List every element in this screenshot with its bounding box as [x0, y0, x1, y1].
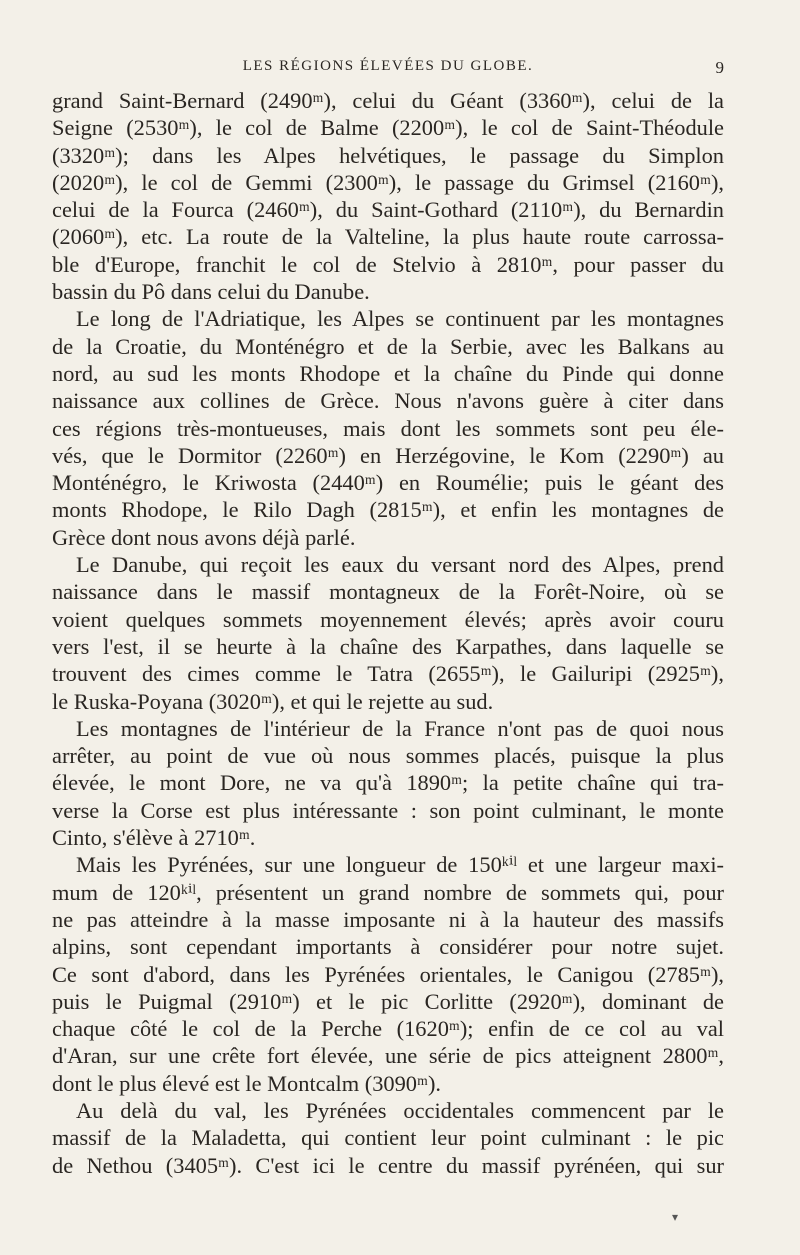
text-line: massif de la Maladetta, qui contient leur point culminant : le pic: [52, 1125, 724, 1151]
text-line: mum de 120ᵏⁱˡ, présentent un grand nombre de sommets qui, pour: [52, 879, 724, 905]
text-line: ces régions très-montueuses, mais dont les sommets sont peu éle-: [52, 415, 724, 441]
text-line: le Ruska-Poyana (3020ᵐ), et qui le rejette au sud.: [52, 688, 494, 714]
text-line: arrêter, au point de vue où nous sommes placés, puisque la plus: [52, 743, 724, 769]
text-line: grand Saint-Bernard (2490ᵐ), celui du Géant (3360ᵐ), celui de la: [52, 88, 724, 113]
text-line: celui de la Fourca (2460ᵐ), du Saint-Gothard (2110ᵐ), du Bernardin: [52, 197, 724, 223]
text-line: voient quelques sommets moyennement élevés; après avoir couru: [52, 606, 724, 632]
text-line: naissance dans le massif montagneux de la Forêt-Noire, où se: [52, 579, 724, 605]
text-line: Cinto, s'élève à 2710ᵐ.: [52, 825, 256, 851]
text-line: chaque côté le col de la Perche (1620ᵐ); enfin de ce col au val: [52, 1016, 724, 1042]
text-line: (2020ᵐ), le col de Gemmi (2300ᵐ), le passage du Grimsel (2160ᵐ),: [52, 169, 724, 195]
text-line: trouvent des cimes comme le Tatra (2655ᵐ), le Gailuripi (2925ᵐ),: [52, 661, 724, 687]
text-line: Le long de l'Adriatique, les Alpes se continuent par les montagnes: [76, 306, 724, 332]
text-line: bassin du Pô dans celui du Danube.: [52, 279, 370, 305]
text-line: naissance aux collines de Grèce. Nous n'avons guère à citer dans: [52, 388, 724, 414]
text-line: ble d'Europe, franchit le col de Stelvio à 2810ᵐ, pour passer du: [52, 251, 724, 277]
text-line: ne pas atteindre à la masse imposante ni à la hauteur des massifs: [52, 906, 724, 932]
text-line: Grèce dont nous avons déjà parlé.: [52, 524, 356, 550]
text-line: Au delà du val, les Pyrénées occidentales commencent par le: [76, 1097, 724, 1123]
text-line: monts Rhodope, le Rilo Dagh (2815ᵐ), et enfin les montagnes de: [52, 497, 724, 523]
text-line: Mais les Pyrénées, sur une longueur de 150ᵏⁱˡ et une largeur maxi-: [76, 852, 724, 878]
text-line: verse la Corse est plus intéressante : son point culminant, le monte: [52, 797, 724, 823]
page-number: 9: [715, 58, 724, 77]
text-line: Le Danube, qui reçoit les eaux du versant nord des Alpes, prend: [76, 552, 724, 578]
page-header: [52, 58, 724, 82]
body-text: [52, 87, 724, 1179]
text-line: dont le plus élevé est le Montcalm (3090ᵐ).: [52, 1070, 442, 1096]
text-line: nord, au sud les monts Rhodope et la chaîne du Pinde qui donne: [52, 360, 724, 386]
text-line: (3320ᵐ); dans les Alpes helvétiques, le passage du Simplon: [52, 142, 724, 168]
text-line: de la Croatie, du Monténégro et de la Serbie, avec les Balkans au: [52, 333, 724, 359]
text-line: d'Aran, sur une crête fort élevée, une série de pics atteignent 2800ᵐ,: [52, 1043, 724, 1069]
text-line: élevée, le mont Dore, ne va qu'à 1890ᵐ; la petite chaîne qui tra-: [52, 770, 724, 796]
text-line: puis le Puigmal (2910ᵐ) et le pic Corlitte (2920ᵐ), dominant de: [52, 988, 724, 1014]
text-line: Seigne (2530ᵐ), le col de Balme (2200ᵐ), le col de Saint-Théodule: [52, 115, 724, 141]
text-line: vés, que le Dormitor (2260ᵐ) en Herzégovine, le Kom (2290ᵐ) au: [52, 442, 724, 468]
text-line: Ce sont d'abord, dans les Pyrénées orientales, le Canigou (2785ᵐ),: [52, 961, 724, 987]
text-line: de Nethou (3405ᵐ). C'est ici le centre du massif pyrénéen, qui sur: [52, 1152, 724, 1178]
text-line: alpins, sont cependant importants à considérer pour notre sujet.: [52, 934, 724, 960]
text-line: Les montagnes de l'intérieur de la France n'ont pas de quoi nous: [76, 715, 724, 741]
text-line: Monténégro, le Kriwosta (2440ᵐ) en Roumélie; puis le géant des: [52, 470, 724, 496]
printer-mark: ▾: [672, 1210, 679, 1224]
running-title: LES RÉGIONS ÉLEVÉES DU GLOBE.: [242, 58, 534, 74]
text-line: (2060ᵐ), etc. La route de la Valteline, la plus haute route carrossa-: [52, 224, 724, 250]
text-line: vers l'est, il se heurte à la chaîne des Karpathes, dans laquelle se: [52, 633, 724, 659]
